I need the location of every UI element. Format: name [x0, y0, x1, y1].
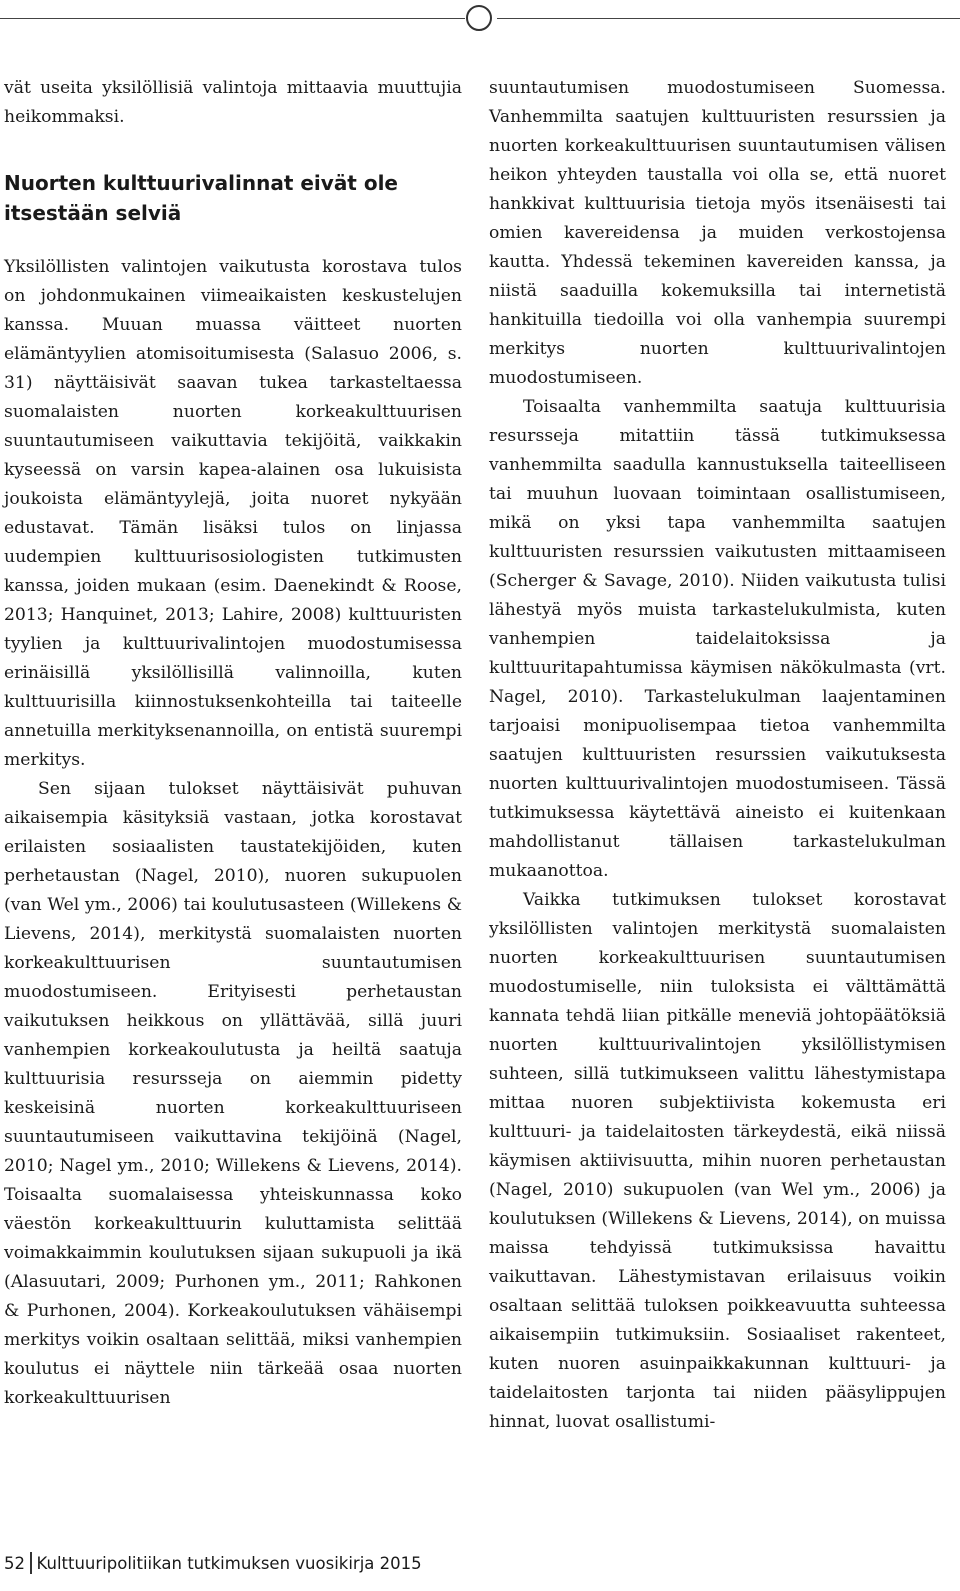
- footer-separator: [30, 1552, 32, 1574]
- right-paragraph-2: Toisaalta vanhemmilta saatuja kulttuurisia resursseja mitattiin tässä tutkimuksessa vanhemmilta saadulla kannustuksella taiteelliseen tai muuhun luovaan toimintaan osallistumiseen, mikä on yksi tapa vanhemmilta saatujen kulttuuristen resurssien vaikutusten mittaamiseen (Scherger & Savage, 2010). Niiden vaikutusta tulisi lähestyä myös muista tarkastelukulmista, kuten vanhempien taidelaitoksissa ja kulttuuritapahtumissa käymisen näkökulmasta (vrt. Nagel, 2010). Tarkastelukulman laajentaminen tarjoaisi monipuolisempaa tietoa vanhemmilta saatujen kulttuuristen resurssien vaikutuksesta nuorten kulttuurivalintojen muodostumiseen. Tässä tutkimuksessa käytettävä aineisto ei kuitenkaan mahdollistanut tällaisen tarkastelukulman mukaanottoa.: [489, 397, 946, 881]
- publication-title: Kulttuuripolitiikan tutkimuksen vuosikirja 2015: [36, 1554, 422, 1573]
- left-paragraph-2: Yksilöllisten valintojen vaikutusta korostava tulos on johdonmukainen viimeaikaisten keskustelujen kanssa. Muuan muassa väitteet nuorten elämäntyylien atomisoitumisesta (Salasuo 2006, s. 31) näyttäisivät saavan tukea tarkasteltaessa suomalaisten nuorten korkeakulttuurisen suuntautumiseen vaikuttavia tekijöitä, vaikkakin kyseessä on varsin kapea-alainen osa lukuisista joukoista elämäntyylejä, joita nuoret nykyään edustavat. Tämän lisäksi tulos on linjassa uudempien kulttuurisosiologisten tutkimusten kanssa, joiden mukaan (esim. Daenekindt & Roose, 2013; Hanquinet, 2013; Lahire, 2008) kulttuuristen tyylien ja kulttuurivalintojen muodostumisessa erinäisillä yksilöllisillä valinnoilla, kuten kulttuurisilla kiinnostuksenkohteilla tai taiteelle annetuilla merkityksenannoilla, on entistä suurempi merkitys.: [4, 257, 462, 770]
- page-number: 52: [4, 1554, 25, 1573]
- right-paragraph-3: Vaikka tutkimuksen tulokset korostavat yksilöllisten valintojen merkitystä suomalaisten nuorten korkeakulttuurisen suuntautumisen muodostumiselle, niin tuloksista ei välttämättä kannata tehdä liian pitkälle meneviä johtopäätöksiä nuorten kulttuurivalintojen yksilöllistymisen suhteen, sillä tutkimukseen valittu lähestymistapa mittaa nuoren subjektiivista kokemusta eri kulttuuri- ja taidelaitosten tärkeydestä, eikä niissä käymisen aktiivisuutta, mihin nuoren perhetaustan (Nagel, 2010) sukupuolen (van Wel ym., 2006) ja koulutuksen (Willekens & Lievens, 2014), on muissa maissa tehdyissä tutkimuksissa havaittu vaikuttavan. Lähestymistavan erilaisuus voikin osaltaan selittää tuloksen poikkeavuutta suhteessa aikaisempiin tutkimuksiin. Sosiaaliset rakenteet, kuten nuoren asuinpaikkakunnan kulttuuri- ja taidelaitosten tarjonta tai niiden pääsylippujen hinnat, luovat osallistumi-: [489, 890, 946, 1432]
- section-heading: Nuorten kulttuurivalinnat eivät ole itsestään selviä: [4, 171, 398, 225]
- rule-right-line: [497, 18, 960, 19]
- left-paragraph-3: Sen sijaan tulokset näyttäisivät puhuvan aikaisempia käsityksiä vastaan, jotka korostavat erilaisten sosiaalisten taustatekijöiden, kuten perhetaustan (Nagel, 2010), nuoren sukupuolen (van Wel ym., 2006) tai koulutusasteen (Willekens & Lievens, 2014), merkitystä suomalaisten nuorten korkeakulttuurisen suuntautumisen muodostumiseen. Erityisesti perhetaustan vaikutuksen heikkous on yllättävää, sillä juuri vanhempien korkeakoulutusta ja heiltä saatuja kulttuurisia resursseja on aiemmin pidetty keskeisinä nuorten korkeakulttuuriseen suuntautumiseen vaikuttavina tekijöinä (Nagel, 2010; Nagel ym., 2010; Willekens & Lievens, 2014). Toisaalta suomalaisessa yhteiskunnassa koko väestön korkeakulttuurin kuluttamista selittää voimakkaimmin koulutuksen sijaan sukupuoli ja ikä (Alasuutari, 2009; Purhonen ym., 2011; Rahkonen & Purhonen, 2004). Korkeakoulutuksen vähäisempi merkitys voikin osaltaan selittää, miksi vanhempien koulutus ei näyttele niin tärkeää osaa nuorten korkeakulttuurisen: [4, 779, 462, 1408]
- left-paragraph-1: vät useita yksilöllisiä valintoja mittaavia muuttujia heikommaksi.: [4, 78, 462, 127]
- left-column: [4, 74, 462, 1413]
- right-paragraph-1: suuntautumisen muodostumiseen Suomessa. Vanhemmilta saatujen kulttuuristen resurssien ja nuorten korkeakulttuurisen suuntautumisen välisen heikon yhteyden taustalla voi olla se, että nuoret hankkivat kulttuurisia tietoja myös itsenäisesti tai omien kavereidensa ja muiden verkostojensa kautta. Yhdessä tekeminen kavereiden kanssa, ja niistä saaduilla kokemuksilla tai internetistä hankituilla tiedoilla voi olla vanhempia suurempi merkitys nuorten kulttuurivalintojen muodostumiseen.: [489, 78, 946, 388]
- rule-left-line: [0, 18, 465, 19]
- right-column: [489, 74, 946, 1437]
- page-footer: [4, 1552, 422, 1576]
- circle-ornament-icon: [466, 5, 492, 31]
- top-ornament-rule: [0, 0, 960, 36]
